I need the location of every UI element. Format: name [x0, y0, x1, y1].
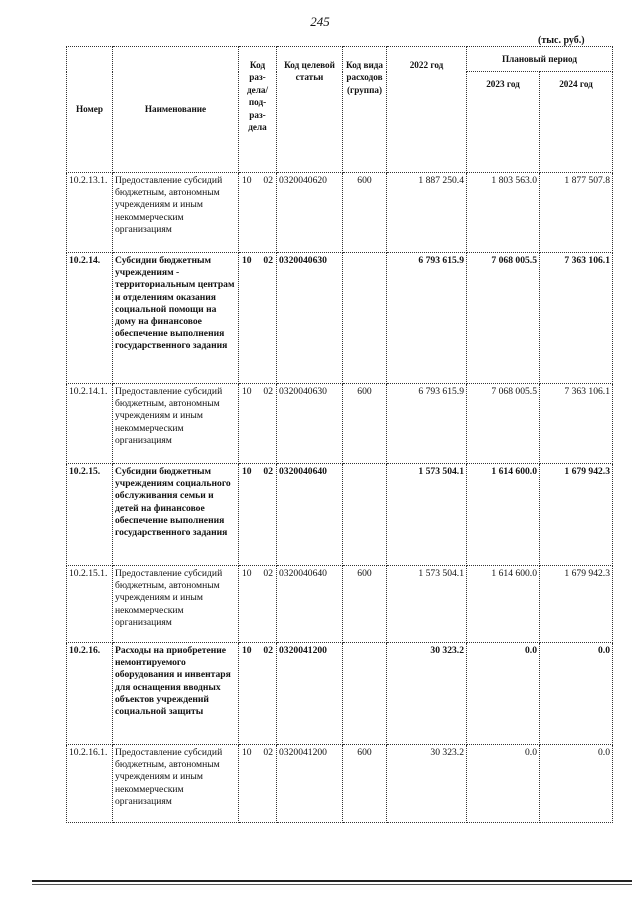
razdel-value: 10 — [242, 747, 252, 758]
cell-celevaya: 0320040630 — [277, 253, 343, 384]
cell-2022: 6 793 615.9 — [387, 384, 467, 464]
units-label: (тыс. руб.) — [538, 35, 585, 46]
razdel-podrazdel — [241, 255, 274, 267]
header-kod-razdela: Код раз-дела/ под-раз-дела — [239, 47, 277, 173]
cell-vid: 600 — [343, 173, 387, 253]
razdel-value: 10 — [242, 568, 252, 579]
cell-razdel — [239, 384, 277, 464]
header-2024: 2024 год — [540, 72, 613, 173]
cell-nomer: 10.2.13.1. — [67, 173, 113, 253]
cell-celevaya: 0320041200 — [277, 643, 343, 745]
podrazdel-value: 02 — [263, 386, 273, 397]
razdel-podrazdel — [241, 568, 274, 580]
razdel-value: 10 — [242, 645, 252, 656]
cell-vid: 600 — [343, 384, 387, 464]
cell-2023: 0.0 — [467, 745, 540, 823]
cell-2023: 7 068 005.5 — [467, 253, 540, 384]
cell-nomer: 10.2.16.1. — [67, 745, 113, 823]
podrazdel-value: 02 — [263, 175, 273, 186]
cell-2024: 1 679 942.3 — [540, 464, 613, 566]
podrazdel-value: 02 — [263, 255, 273, 266]
cell-2023: 7 068 005.5 — [467, 384, 540, 464]
cell-2022: 1 887 250.4 — [387, 173, 467, 253]
cell-name: Предоставление субсидий бюджетным, автономным учреждениям и иным некоммерческим организациям — [113, 173, 239, 253]
cell-2024: 7 363 106.1 — [540, 384, 613, 464]
header-planovyi-period: Плановый период — [467, 47, 613, 72]
cell-name: Предоставление субсидий бюджетным, автономным учреждениям и иным некоммерческим организациям — [113, 566, 239, 643]
cell-vid — [343, 643, 387, 745]
cell-2024: 0.0 — [540, 643, 613, 745]
razdel-value: 10 — [242, 386, 252, 397]
table-row — [67, 566, 613, 643]
table-row — [67, 253, 613, 384]
cell-razdel — [239, 643, 277, 745]
table-row — [67, 384, 613, 464]
razdel-podrazdel — [241, 645, 274, 657]
cell-razdel — [239, 464, 277, 566]
podrazdel-value: 02 — [263, 466, 273, 477]
page-number: 245 — [310, 14, 330, 29]
razdel-podrazdel — [241, 386, 274, 398]
cell-celevaya: 0320040620 — [277, 173, 343, 253]
razdel-podrazdel — [241, 747, 274, 759]
cell-name: Предоставление субсидий бюджетным, автономным учреждениям и иным некоммерческим организациям — [113, 745, 239, 823]
razdel-podrazdel — [241, 466, 274, 478]
cell-razdel — [239, 173, 277, 253]
cell-nomer: 10.2.14. — [67, 253, 113, 384]
cell-name: Предоставление субсидий бюджетным, автономным учреждениям и иным некоммерческим организациям — [113, 384, 239, 464]
cell-name: Субсидии бюджетным учреждениям - территориальным центрам и отделениям оказания социальной помощи на дому на финансовое обеспечение выполнения государственного задания — [113, 253, 239, 384]
cell-razdel — [239, 566, 277, 643]
table-row — [67, 643, 613, 745]
cell-vid — [343, 464, 387, 566]
cell-celevaya: 0320040640 — [277, 566, 343, 643]
header-nomer: Номер — [67, 47, 113, 173]
header-naimenovanie: Наименование — [113, 47, 239, 173]
razdel-value: 10 — [242, 466, 252, 477]
cell-2023: 1 614 600.0 — [467, 566, 540, 643]
table-row — [67, 464, 613, 566]
cell-2024: 0.0 — [540, 745, 613, 823]
cell-2024: 1 679 942.3 — [540, 566, 613, 643]
razdel-podrazdel — [241, 175, 274, 187]
cell-2023: 1 614 600.0 — [467, 464, 540, 566]
podrazdel-value: 02 — [263, 747, 273, 758]
header-kod-vida: Код вида расходов (группа) — [343, 47, 387, 173]
table-row — [67, 745, 613, 823]
cell-vid — [343, 253, 387, 384]
cell-2023: 1 803 563.0 — [467, 173, 540, 253]
header-kod-celevoy: Код целевой статьи — [277, 47, 343, 173]
cell-2022: 6 793 615.9 — [387, 253, 467, 384]
cell-2022: 30 323.2 — [387, 745, 467, 823]
cell-2022: 1 573 504.1 — [387, 464, 467, 566]
table-row — [67, 173, 613, 253]
cell-nomer: 10.2.15. — [67, 464, 113, 566]
table-body — [67, 173, 613, 823]
cell-2022: 30 323.2 — [387, 643, 467, 745]
cell-2022: 1 573 504.1 — [387, 566, 467, 643]
cell-vid: 600 — [343, 745, 387, 823]
cell-celevaya: 0320040640 — [277, 464, 343, 566]
header-2022: 2022 год — [387, 47, 467, 173]
cell-nomer: 10.2.14.1. — [67, 384, 113, 464]
cell-name: Расходы на приобретение немонтируемого оборудования и инвентаря для оснащения вводных объектов учреждений социальной защиты — [113, 643, 239, 745]
razdel-value: 10 — [242, 255, 252, 266]
cell-name: Субсидии бюджетным учреждениям социального обслуживания семьи и детей на финансовое обеспечение выполнения государственного задания — [113, 464, 239, 566]
cell-vid: 600 — [343, 566, 387, 643]
cell-nomer: 10.2.16. — [67, 643, 113, 745]
cell-2023: 0.0 — [467, 643, 540, 745]
podrazdel-value: 02 — [263, 568, 273, 579]
bottom-rule — [32, 880, 632, 882]
podrazdel-value: 02 — [263, 645, 273, 656]
cell-2024: 7 363 106.1 — [540, 253, 613, 384]
cell-razdel — [239, 745, 277, 823]
header-2023: 2023 год — [467, 72, 540, 173]
cell-nomer: 10.2.15.1. — [67, 566, 113, 643]
razdel-value: 10 — [242, 175, 252, 186]
cell-2024: 1 877 507.8 — [540, 173, 613, 253]
cell-celevaya: 0320041200 — [277, 745, 343, 823]
cell-razdel — [239, 253, 277, 384]
bottom-rule-thin — [32, 884, 632, 885]
cell-celevaya: 0320040630 — [277, 384, 343, 464]
budget-table — [66, 46, 613, 823]
